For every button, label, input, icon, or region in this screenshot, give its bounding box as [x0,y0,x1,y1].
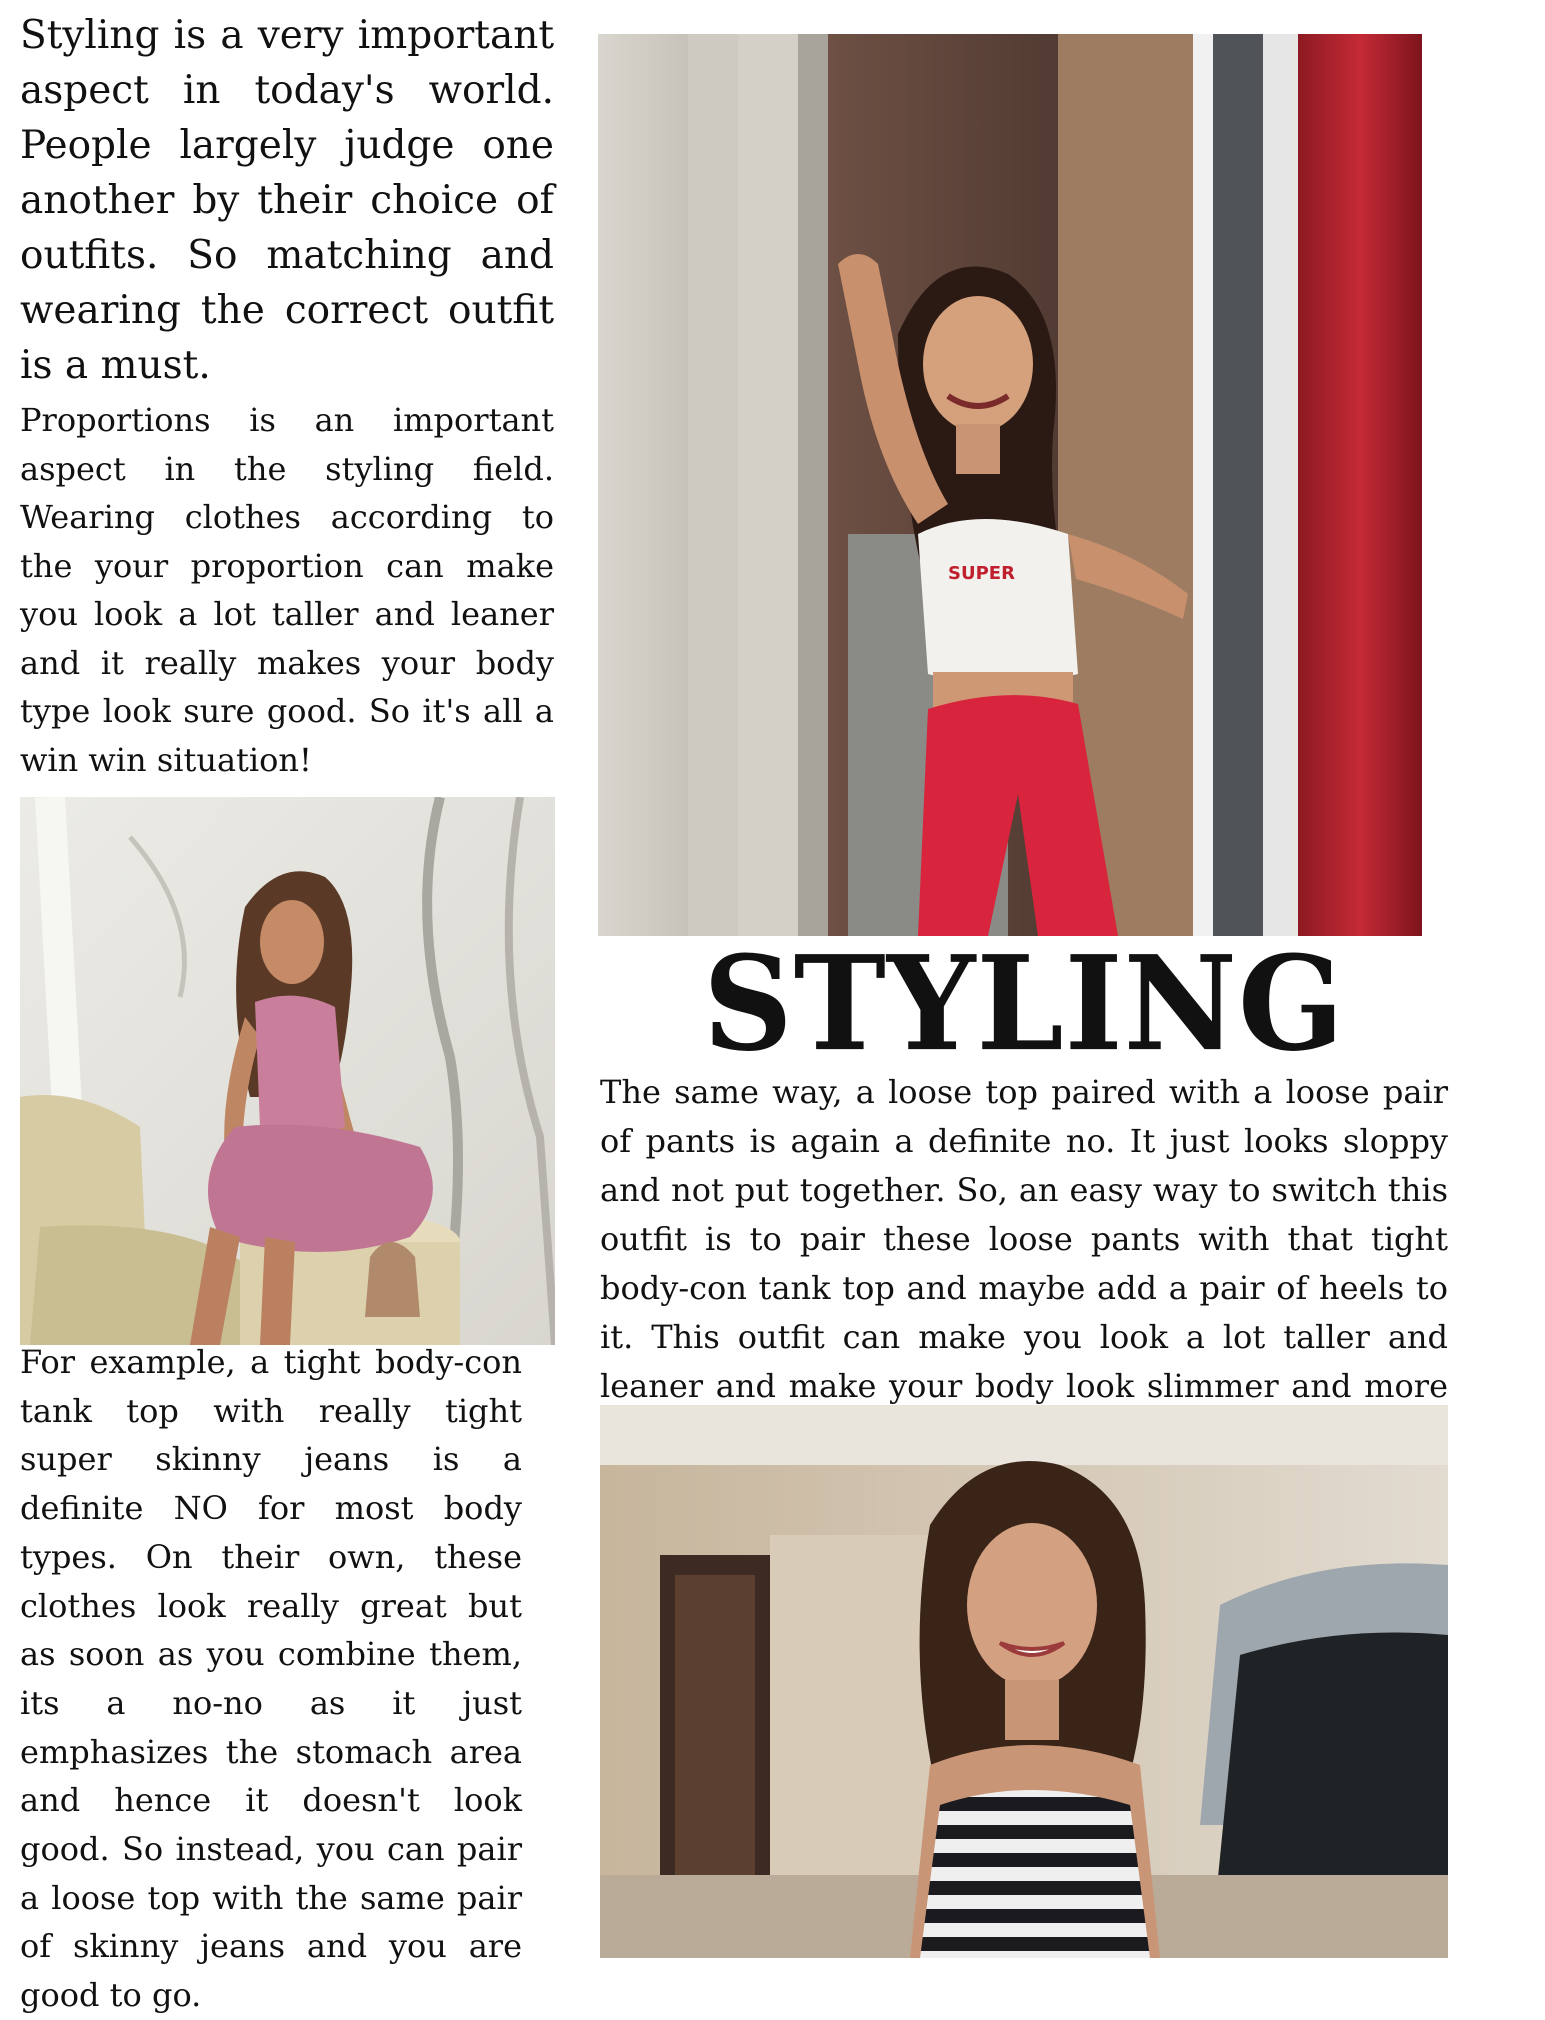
photo-woman-striped-top [600,1405,1448,1958]
page-title: STYLING [703,928,1345,1081]
proportions-paragraph: Proportions is an important aspect in the styling field. Wearing clothes according to the your proportion can make you look a lot taller and leaner and it really makes your body type look sure good. So it's all a win win situation! [20,401,554,779]
top-print-text: SUPER [948,563,1015,584]
photo-woman-pink-dress [20,797,555,1345]
intro-paragraph: Styling is a very important aspect in today's world. People largely judge one another by their choice of outfits. So matching and wearing the correct outfit is a must. [20,13,554,388]
example-paragraph: For example, a tight body-con tank top with really tight super skinny jeans is a definite NO for most body types. On their own, these clothes look really great but as soon as you combine them, its a no-no as it just emphasizes the stomach area and hence it doesn't look good. So instead, you can pair a loose top with the same pair of skinny jeans and you are good to go. [20,1343,522,2015]
photo-woman-in-doorway [598,34,1422,936]
same-way-paragraph: The same way, a loose top paired with a loose pair of pants is again a definite no. It just looks sloppy and not put together. So, an easy way to switch this outfit is to pair these loose pants with that tight body-con tank top and maybe add a pair of heels to it. This outfit can make you look a lot taller and leaner and make your body look slimmer and more [600,1073,1448,1405]
